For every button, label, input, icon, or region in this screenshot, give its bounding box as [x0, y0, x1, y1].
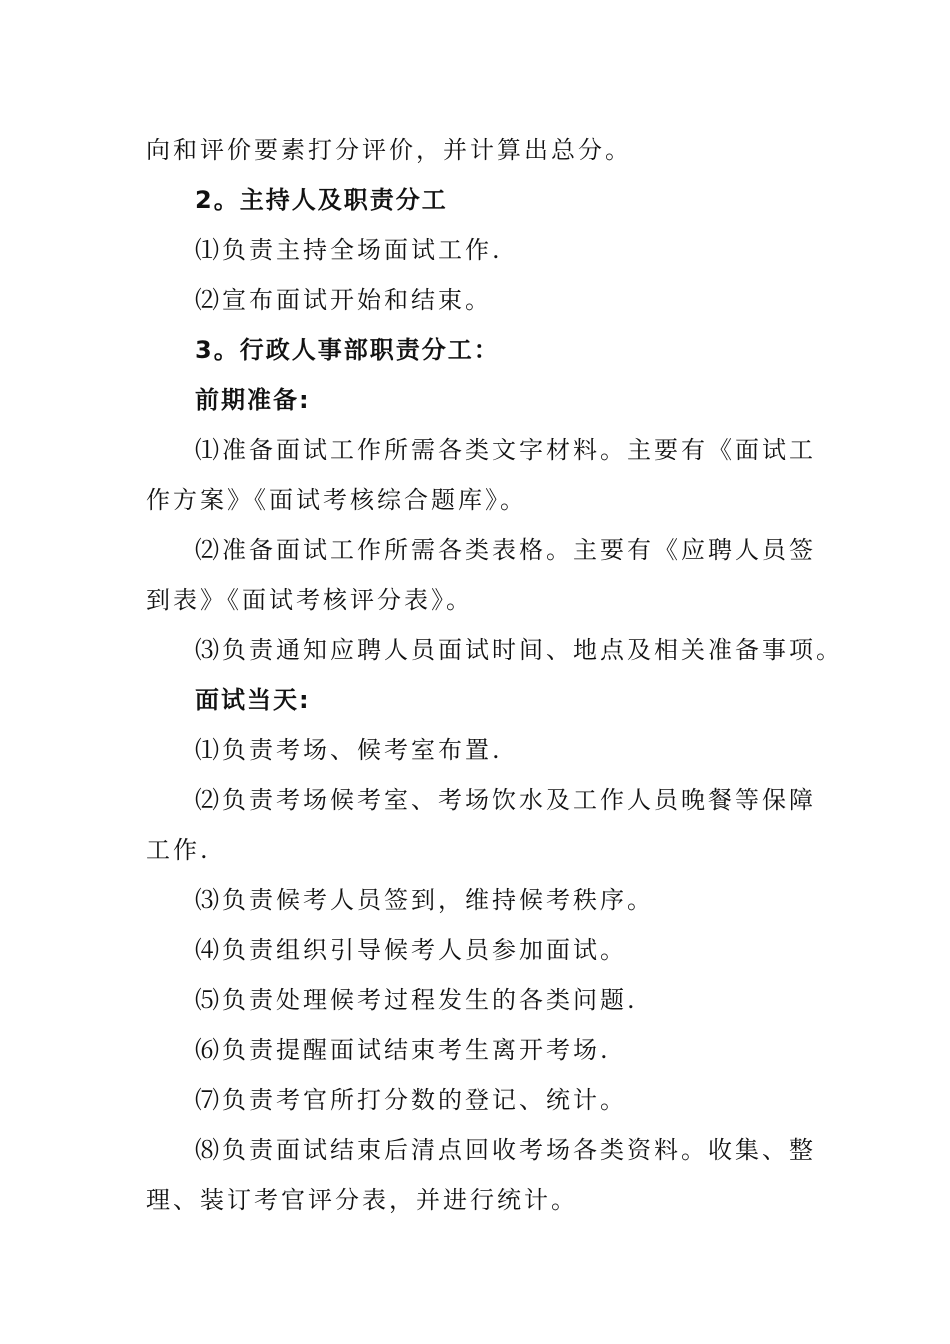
paragraph-continuation: 向和评价要素打分评价，并计算出总分。 [146, 136, 632, 164]
list-item: ⑴准备面试工作所需各类文字材料。主要有《面试工 [195, 436, 816, 464]
section-heading-host: 2。主持人及职责分工 [195, 186, 448, 214]
list-item: ⑶负责通知应聘人员面试时间、地点及相关准备事项。 [195, 636, 843, 664]
section-heading-hr: 3。行政人事部职责分工： [195, 336, 500, 364]
list-item: ⑴负责主持全场面试工作. [195, 236, 503, 264]
list-item: ⑺负责考官所打分数的登记、统计。 [195, 1086, 627, 1114]
list-item-continuation: 到表》《面试考核评分表》。 [146, 586, 473, 614]
subheading-interview-day: 面试当天: [195, 686, 311, 714]
list-item: ⑻负责面试结束后清点回收考场各类资料。收集、整 [195, 1136, 816, 1164]
subheading-preparation: 前期准备: [195, 386, 311, 414]
list-item: ⑶负责候考人员签到，维持候考秩序。 [195, 886, 654, 914]
list-item: ⑵宣布面试开始和结束。 [195, 286, 492, 314]
list-item: ⑸负责处理候考过程发生的各类问题. [195, 986, 638, 1014]
list-item: ⑴负责考场、候考室布置. [195, 736, 503, 764]
list-item-continuation: 理、装订考官评分表，并进行统计。 [146, 1186, 578, 1214]
list-item-continuation: 工作. [146, 836, 211, 864]
list-item: ⑷负责组织引导候考人员参加面试。 [195, 936, 627, 964]
list-item: ⑵负责考场候考室、考场饮水及工作人员晚餐等保障 [195, 786, 816, 814]
list-item-continuation: 作方案》《面试考核综合题库》。 [146, 486, 527, 514]
list-item: ⑹负责提醒面试结束考生离开考场. [195, 1036, 611, 1064]
list-item: ⑵准备面试工作所需各类表格。主要有《应聘人员签 [195, 536, 816, 564]
